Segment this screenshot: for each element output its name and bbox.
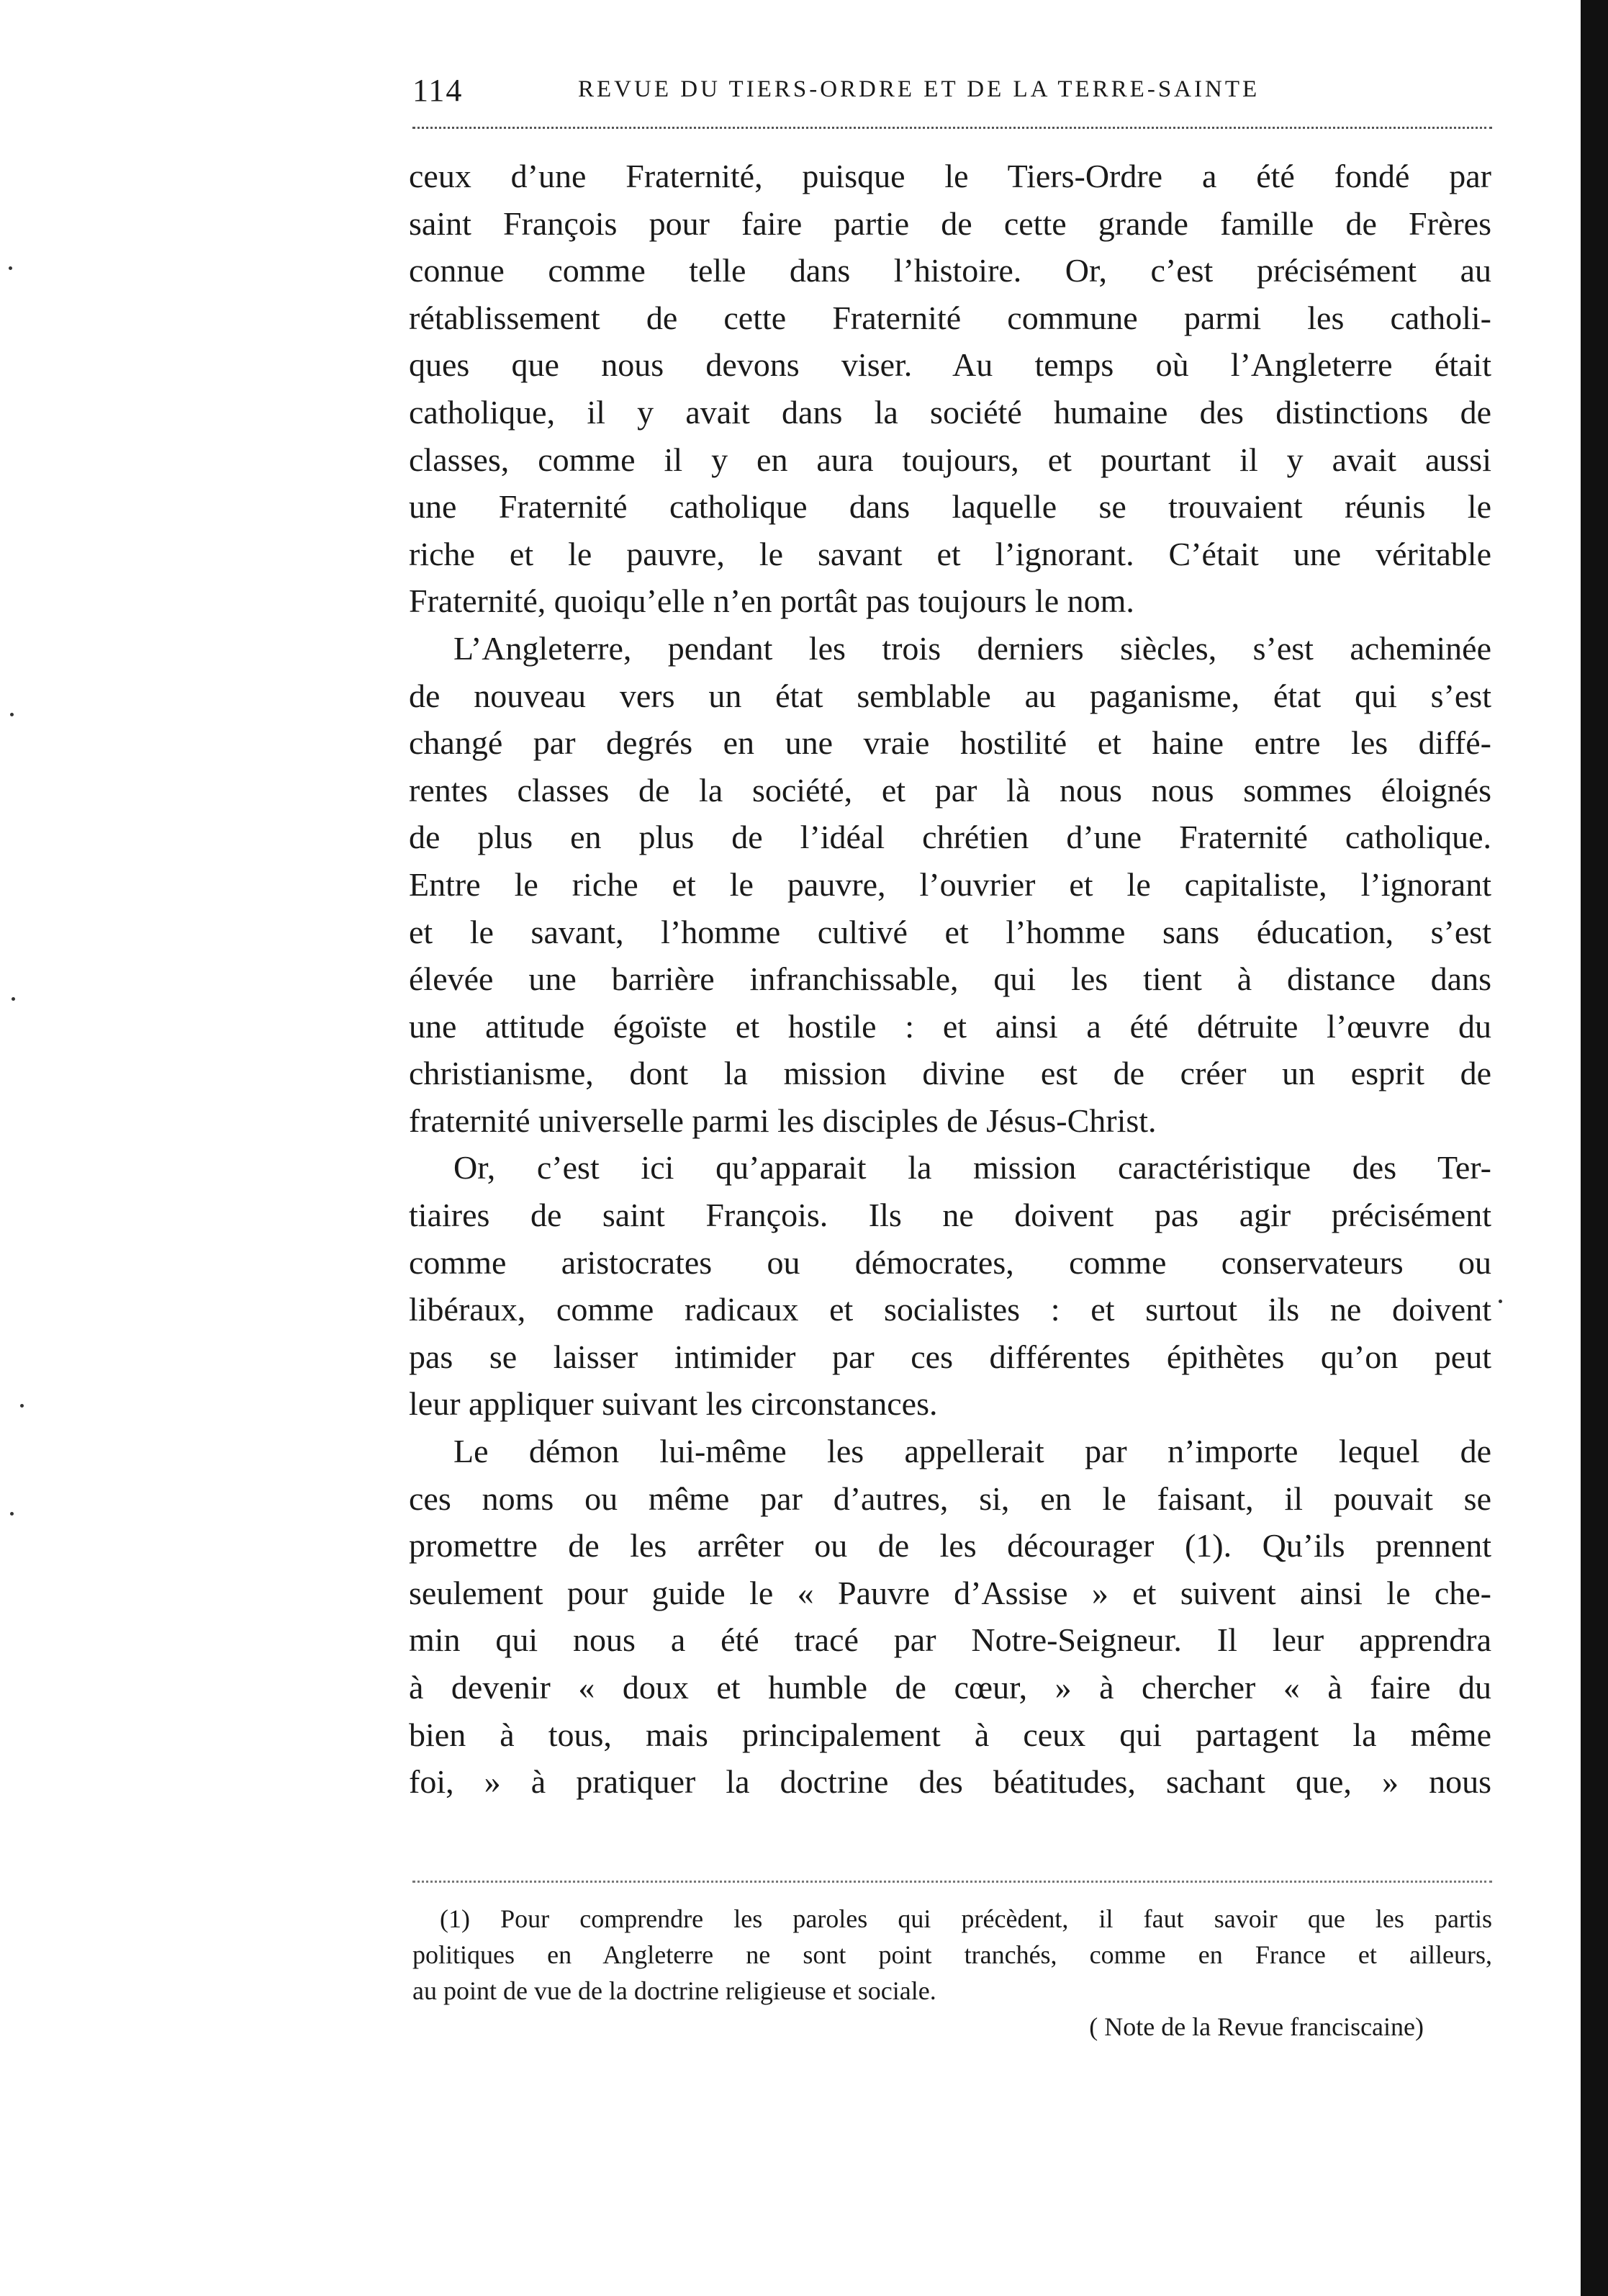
scan-speck bbox=[10, 713, 14, 716]
scan-speck bbox=[9, 266, 12, 270]
page-number: 114 bbox=[412, 73, 464, 108]
footnote-line: au point de vue de la doctrine religieuse et sociale. bbox=[412, 1976, 936, 2005]
text-line: min qui nous a été tracé par Notre-Seigneur. Il leur apprendra bbox=[409, 1621, 1491, 1659]
paragraph-start-line: L’Angleterre, pendant les trois derniers siècles, s’est acheminée bbox=[453, 629, 1491, 667]
text-line: seulement pour guide le « Pauvre d’Assise » et suivent ainsi le che- bbox=[409, 1574, 1491, 1611]
scan-speck bbox=[1499, 1300, 1502, 1303]
text-line: élevée une barrière infranchissable, qui les tient à distance dans bbox=[409, 960, 1491, 998]
text-line: fraternité universelle parmi les disciples de Jésus-Christ. bbox=[409, 1102, 1157, 1139]
text-line: Entre le riche et le pauvre, l’ouvrier et le capitaliste, l’ignorant bbox=[409, 865, 1491, 903]
scan-speck bbox=[12, 997, 15, 1001]
text-line: et le savant, l’homme cultivé et l’homme sans éducation, s’est bbox=[409, 913, 1491, 950]
text-line: leur appliquer suivant les circonstances. bbox=[409, 1385, 938, 1423]
body-text bbox=[409, 153, 1491, 1806]
text-line: christianisme, dont la mission divine est de créer un esprit de bbox=[409, 1055, 1491, 1092]
text-line: changé par degrés en une vraie hostilité et haine entre les diffé- bbox=[409, 724, 1491, 762]
text-line: rentes classes de la société, et par là nous nous sommes éloignés bbox=[409, 771, 1491, 809]
text-line: foi, » à pratiquer la doctrine des béatitudes, sachant que, » nous bbox=[409, 1763, 1491, 1801]
footnote-rule bbox=[412, 1881, 1492, 1883]
text-line: de plus en plus de l’idéal chrétien d’une Fraternité catholique. bbox=[409, 819, 1491, 856]
text-line: ques que nous devons viser. Au temps où l’Angleterre était bbox=[409, 346, 1491, 384]
scan-speck bbox=[10, 1512, 14, 1516]
text-line: Fraternité, quoiqu’elle n’en portât pas toujours le nom. bbox=[409, 582, 1134, 620]
footnote-line: (1) Pour comprendre les paroles qui précèdent, il faut savoir que les partis bbox=[440, 1904, 1492, 1933]
text-line: comme aristocrates ou démocrates, comme conservateurs ou bbox=[409, 1243, 1491, 1281]
text-line: pas se laisser intimider par ces différentes épithètes qu’on peut bbox=[409, 1338, 1491, 1375]
footnote-line: politiques en Angleterre ne sont point tranchés, comme en France et ailleurs, bbox=[412, 1940, 1492, 1969]
text-line: de nouveau vers un état semblable au paganisme, état qui s’est bbox=[409, 677, 1491, 714]
text-line: classes, comme il y en aura toujours, et pourtant il y avait aussi bbox=[409, 441, 1491, 478]
text-line: une Fraternité catholique dans laquelle se trouvaient réunis le bbox=[409, 488, 1491, 526]
text-line: connue comme telle dans l’histoire. Or, c’est précisément au bbox=[409, 252, 1491, 289]
text-line: riche et le pauvre, le savant et l’ignorant. C’était une véritable bbox=[409, 535, 1491, 572]
text-line: saint François pour faire partie de cette grande famille de Frères bbox=[409, 204, 1491, 242]
page-header bbox=[412, 72, 1492, 115]
scan-speck bbox=[20, 1404, 24, 1408]
text-line: tiaires de saint François. Ils ne doivent pas agir précisément bbox=[409, 1197, 1491, 1234]
running-title: REVUE DU TIERS-ORDRE ET DE LA TERRE-SAINTE bbox=[578, 76, 1260, 102]
footnote bbox=[412, 1901, 1492, 2045]
text-line: bien à tous, mais principalement à ceux qui partagent la même bbox=[409, 1716, 1491, 1753]
paragraph-start-line: Le démon lui-même les appellerait par n’importe lequel de bbox=[453, 1433, 1491, 1470]
footnote-source: ( Note de la Revue franciscaine) bbox=[1089, 2012, 1424, 2041]
header-rule bbox=[412, 127, 1492, 129]
text-line: à devenir « doux et humble de cœur, » à chercher « à faire du bbox=[409, 1669, 1491, 1706]
scan-edge-bar bbox=[1581, 0, 1608, 2296]
text-line: une attitude égoïste et hostile : et ainsi a été détruite l’œuvre du bbox=[409, 1007, 1491, 1045]
text-line: ceux d’une Fraternité, puisque le Tiers-Ordre a été fondé par bbox=[409, 158, 1491, 194]
text-line: libéraux, comme radicaux et socialistes : et surtout ils ne doivent bbox=[409, 1291, 1491, 1328]
text-line: promettre de les arrêter ou de les décourager (1). Qu’ils prennent bbox=[409, 1527, 1491, 1565]
text-line: catholique, il y avait dans la société humaine des distinctions de bbox=[409, 393, 1491, 431]
paragraph-start-line: Or, c’est ici qu’apparait la mission caractéristique des Ter- bbox=[453, 1149, 1491, 1187]
text-line: rétablissement de cette Fraternité commune parmi les catholi- bbox=[409, 299, 1491, 336]
text-line: ces noms ou même par d’autres, si, en le faisant, il pouvait se bbox=[409, 1480, 1491, 1517]
